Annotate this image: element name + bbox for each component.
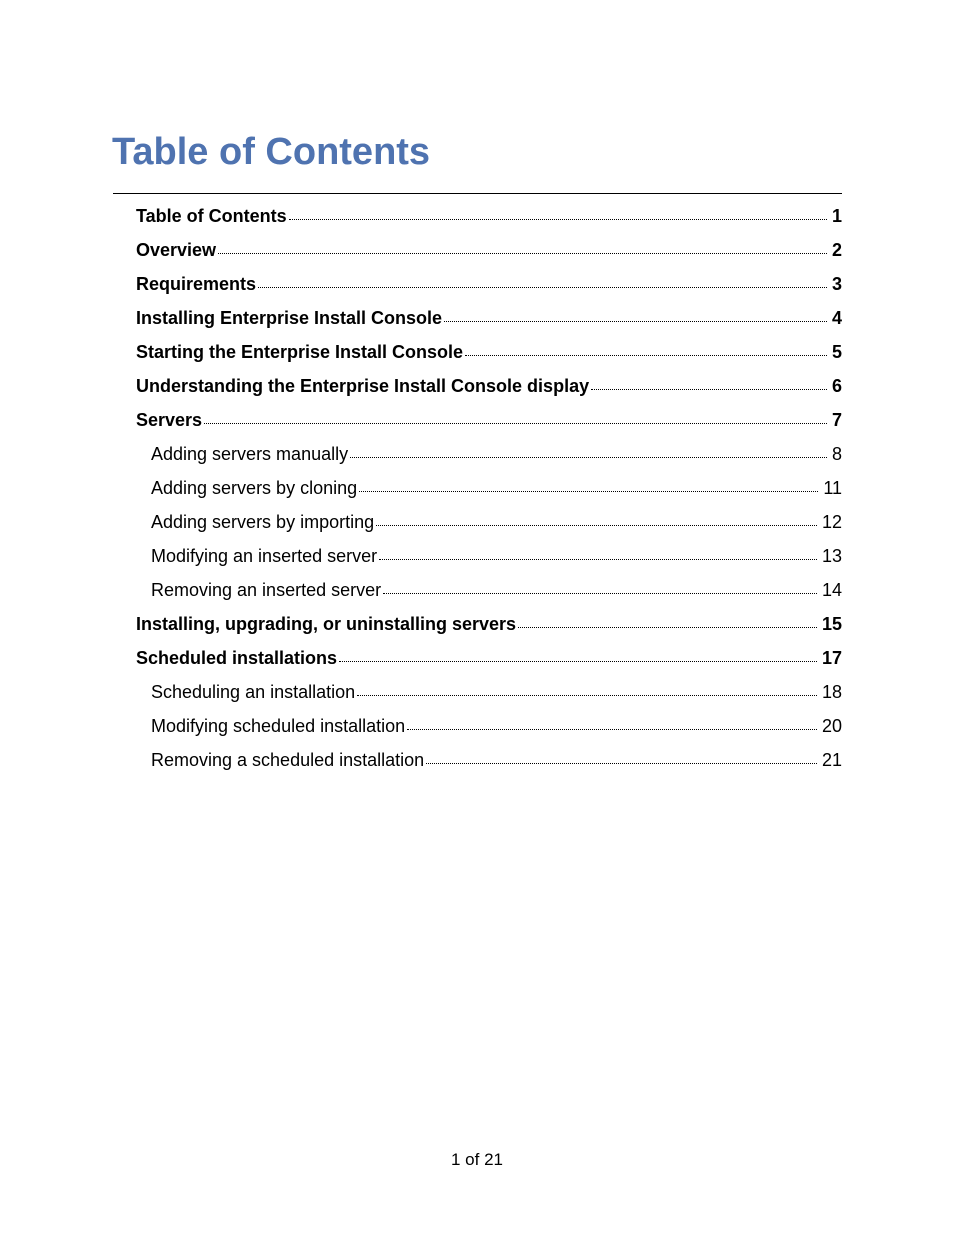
toc-entry-label: Adding servers by cloning bbox=[151, 478, 358, 498]
toc-entry-label: Modifying scheduled installation bbox=[151, 716, 406, 736]
toc-entry-adding-servers-manually[interactable] bbox=[136, 437, 842, 471]
toc-entry-modifying-scheduled-installation[interactable] bbox=[136, 709, 842, 743]
toc-entry-label: Overview bbox=[136, 240, 217, 260]
toc-dot-leader bbox=[426, 763, 817, 764]
toc-entry-scheduling-installation[interactable] bbox=[136, 675, 842, 709]
toc-dot-leader bbox=[357, 695, 817, 696]
toc-dot-leader bbox=[289, 219, 827, 220]
toc-entry-modifying-inserted-server[interactable] bbox=[136, 539, 842, 573]
toc-entry-page: 15 bbox=[821, 614, 842, 634]
toc-entry-requirements[interactable] bbox=[136, 267, 842, 301]
toc-dot-leader bbox=[444, 321, 827, 322]
toc-entry-page: 7 bbox=[831, 410, 842, 430]
title-divider bbox=[113, 193, 842, 194]
toc-entry-overview[interactable] bbox=[136, 233, 842, 267]
toc-entry-starting-console[interactable] bbox=[136, 335, 842, 369]
toc-dot-leader bbox=[339, 661, 817, 662]
toc-entry-label: Understanding the Enterprise Install Console display bbox=[136, 376, 590, 396]
toc-dot-leader bbox=[258, 287, 827, 288]
toc-entry-label: Servers bbox=[136, 410, 203, 430]
toc-entry-page: 21 bbox=[821, 750, 842, 770]
toc-dot-leader bbox=[407, 729, 817, 730]
toc-entry-page: 18 bbox=[821, 682, 842, 702]
toc-entry-page: 3 bbox=[831, 274, 842, 294]
toc-entry-label: Modifying an inserted server bbox=[151, 546, 378, 566]
toc-dot-leader bbox=[204, 423, 827, 424]
toc-entry-removing-inserted-server[interactable] bbox=[136, 573, 842, 607]
toc-entry-adding-servers-importing[interactable] bbox=[136, 505, 842, 539]
toc-entry-page: 12 bbox=[821, 512, 842, 532]
toc-entry-page: 8 bbox=[831, 444, 842, 464]
toc-entry-label: Removing an inserted server bbox=[151, 580, 382, 600]
toc-entry-removing-scheduled-installation[interactable] bbox=[136, 743, 842, 777]
toc-dot-leader bbox=[359, 491, 818, 492]
toc-entry-page: 20 bbox=[821, 716, 842, 736]
toc-list bbox=[136, 199, 842, 777]
toc-entry-understanding-display[interactable] bbox=[136, 369, 842, 403]
toc-dot-leader bbox=[379, 559, 817, 560]
toc-dot-leader bbox=[376, 525, 817, 526]
toc-entry-label: Requirements bbox=[136, 274, 257, 294]
toc-entry-label: Scheduling an installation bbox=[151, 682, 356, 702]
toc-dot-leader bbox=[518, 627, 817, 628]
toc-dot-leader bbox=[218, 253, 827, 254]
toc-entry-label: Table of Contents bbox=[136, 206, 287, 226]
toc-entry-page: 14 bbox=[821, 580, 842, 600]
toc-entry-label: Adding servers by importing bbox=[151, 512, 375, 532]
toc-dot-leader bbox=[465, 355, 827, 356]
toc-entry-label: Removing a scheduled installation bbox=[151, 750, 425, 770]
toc-entry-label: Adding servers manually bbox=[151, 444, 349, 464]
toc-entry-adding-servers-cloning[interactable] bbox=[136, 471, 842, 505]
toc-entry-label: Installing, upgrading, or uninstalling servers bbox=[136, 614, 517, 634]
page-title: Table of Contents bbox=[112, 131, 431, 173]
toc-entry-page: 6 bbox=[831, 376, 842, 396]
toc-entry-installing-console[interactable] bbox=[136, 301, 842, 335]
toc-entry-label: Scheduled installations bbox=[136, 648, 338, 668]
toc-entry-page: 4 bbox=[831, 308, 842, 328]
toc-entry-page: 13 bbox=[821, 546, 842, 566]
toc-entry-servers[interactable] bbox=[136, 403, 842, 437]
toc-entry-label: Installing Enterprise Install Console bbox=[136, 308, 443, 328]
toc-entry-page: 17 bbox=[821, 648, 842, 668]
toc-dot-leader bbox=[350, 457, 827, 458]
toc-entry-page: 1 bbox=[831, 206, 842, 226]
toc-entry-page: 2 bbox=[831, 240, 842, 260]
toc-entry-page: 11 bbox=[823, 478, 842, 498]
toc-entry-page: 5 bbox=[831, 342, 842, 362]
toc-entry-installing-upgrading-uninstalling[interactable] bbox=[136, 607, 842, 641]
toc-entry-table-of-contents[interactable] bbox=[136, 199, 842, 233]
page-number: 1 of 21 bbox=[451, 1150, 503, 1169]
toc-dot-leader bbox=[383, 593, 817, 594]
toc-entry-scheduled-installations[interactable] bbox=[136, 641, 842, 675]
toc-entry-label: Starting the Enterprise Install Console bbox=[136, 342, 464, 362]
toc-dot-leader bbox=[591, 389, 827, 390]
